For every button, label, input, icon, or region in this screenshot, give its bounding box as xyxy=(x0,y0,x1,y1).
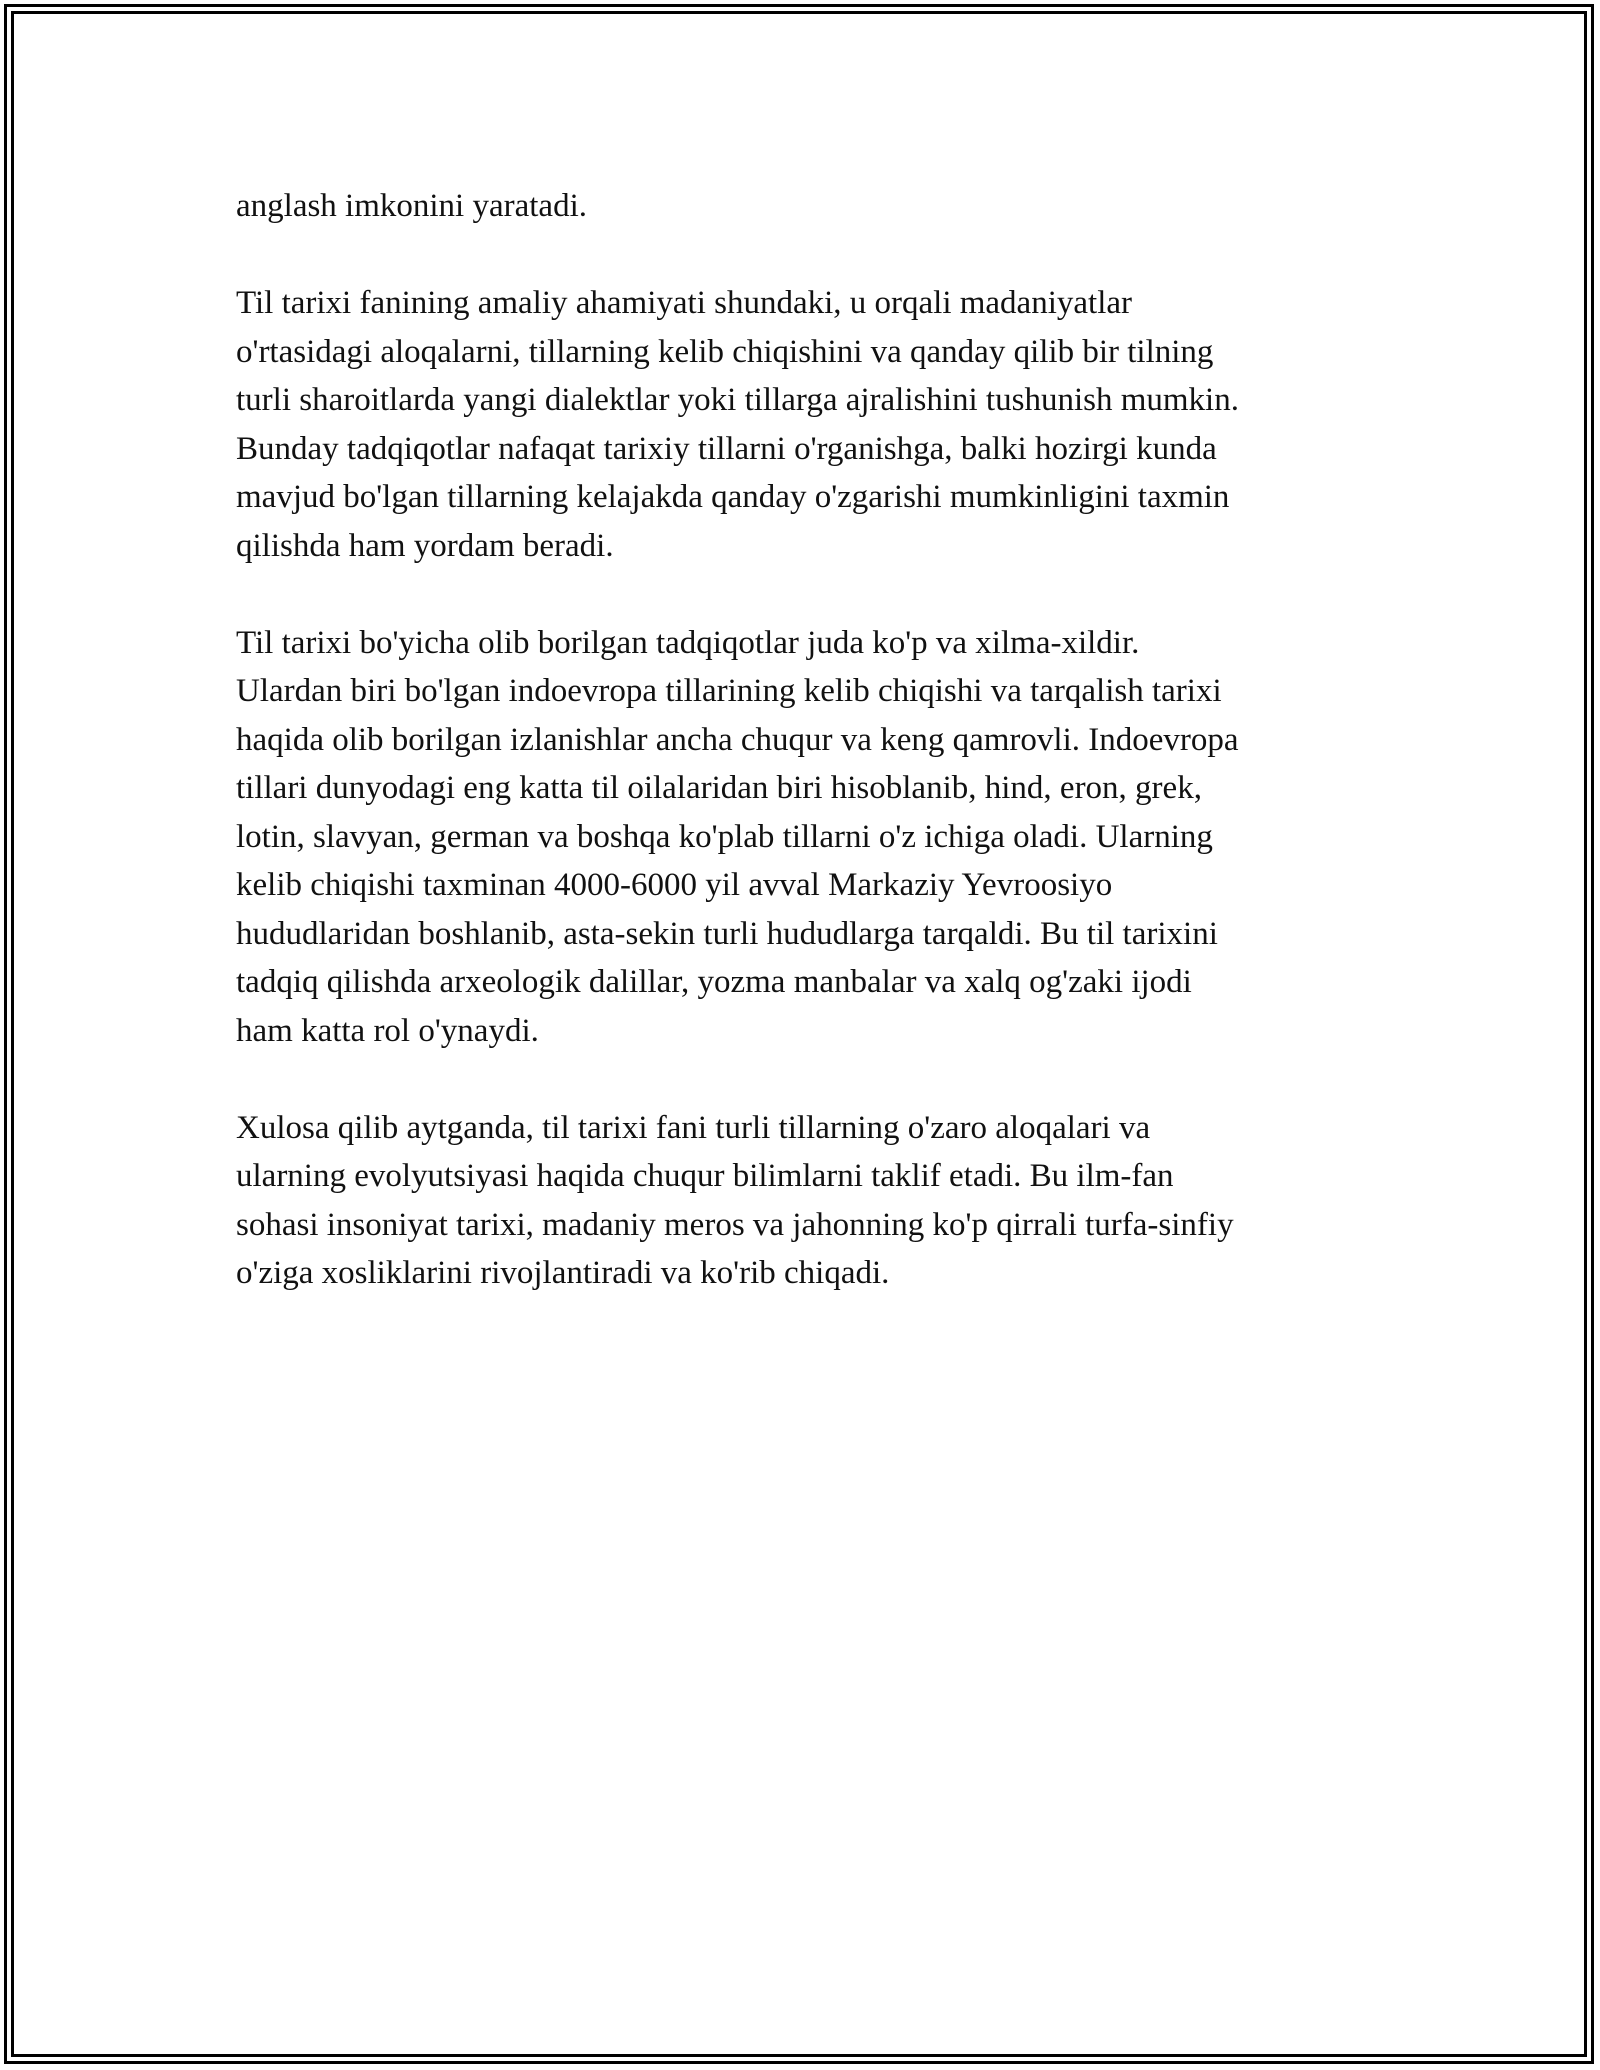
paragraph-2: Til tarixi fanining amaliy ahamiyati shundaki, u orqali madaniyatlar o'rtasidagi aloqalarni, tillarning kelib chiqishini va qanday qilib bir tilning turli sharoitlarda yangi dialektlar yoki tillarga ajralishini tushunish mumkin. Bunday tadqiqotlar nafaqat tarixiy tillarni o'rganishga, balki hozirgi kunda mavjud bo'lgan tillarning kelajakda qanday o'zgarishi mumkinligini taxmin qilishda ham yordam beradi. xyxy=(236,285,1239,564)
paragraph-3: Til tarixi bo'yicha olib borilgan tadqiqotlar juda ko'p va xilma-xildir. Ulardan biri bo'lgan indoevropa tillarining kelib chiqishi va tarqalish tarixi haqida olib borilgan izlanishlar ancha chuqur va keng qamrovli. Indoevropa tillari dunyodagi eng katta til oilalaridan biri hisoblanib, hind, eron, grek, lotin, slavyan, german va boshqa ko'plab tillarni o'z ichiga oladi. Ularning kelib chiqishi taxminan 4000-6000 yil avval Markaziy Yevroosiyo hududlaridan boshlanib, asta-sekin turli hududlarga tarqaldi. Bu til tarixini tadqiq qilishda arxeologik dalillar, yozma manbalar va xalq og'zaki ijodi ham katta rol o'ynaydi. xyxy=(236,624,1239,1049)
paragraph-4: Xulosa qilib aytganda, til tarixi fani turli tillarning o'zaro aloqalari va ularning evolyutsiyasi haqida chuqur bilimlarni taklif etadi. Bu ilm-fan sohasi insoniyat tarixi, madaniy meros va jahonning ko'p qirrali turfa-sinfiy o'ziga xosliklarini rivojlantiradi va ko'rib chiqadi. xyxy=(236,1109,1234,1291)
document-body xyxy=(236,182,1376,1346)
paragraph-1: anglash imkonini yaratadi. xyxy=(236,188,587,224)
